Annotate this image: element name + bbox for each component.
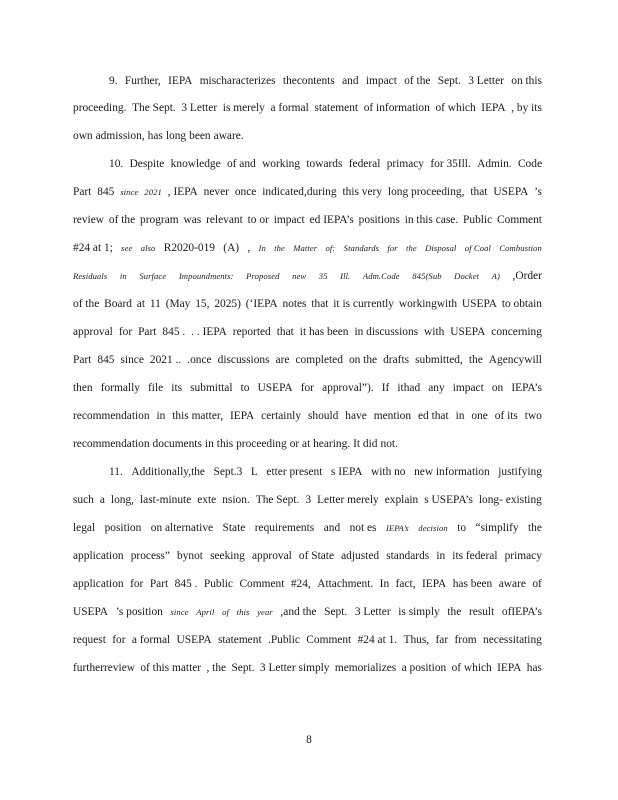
word: Admin. <box>477 158 512 170</box>
word: Sept. <box>231 662 255 674</box>
word: seeking <box>210 550 245 562</box>
word: Despite <box>129 158 165 170</box>
word: of information <box>363 102 430 114</box>
word: never <box>203 186 229 198</box>
text-line <box>73 353 542 367</box>
word: “simplify <box>475 522 519 534</box>
word: 3 Letter simply <box>259 662 330 674</box>
word: USEPA <box>257 382 293 394</box>
word: such <box>73 494 94 506</box>
word: from <box>454 634 477 646</box>
word: not. <box>380 438 398 450</box>
word: this very <box>342 186 383 198</box>
word: impact <box>365 75 397 87</box>
text-line <box>73 577 542 591</box>
word: drafts <box>383 354 410 366</box>
italic-word: Standards <box>343 243 380 253</box>
italic-word: new <box>292 271 307 281</box>
word: thecontents <box>282 75 335 87</box>
word: Part <box>73 354 92 366</box>
word: IEPA <box>481 102 506 114</box>
word: ,Order <box>512 270 542 282</box>
italic-word: year <box>257 607 273 617</box>
word: to <box>240 382 250 394</box>
word: have <box>345 410 367 422</box>
word: Sept. <box>324 606 348 618</box>
word: #24, <box>290 578 311 590</box>
italic-word: Surface <box>139 271 167 281</box>
word: Further, <box>124 75 161 87</box>
page-number: 8 <box>306 734 312 746</box>
word: working <box>262 158 301 170</box>
word: completed <box>295 354 343 366</box>
word: .once <box>187 354 212 366</box>
word: relevant <box>206 214 243 226</box>
word: It did <box>353 438 378 450</box>
italic-word: 2021 <box>144 187 162 197</box>
word: that <box>470 186 488 198</box>
word: process” <box>130 550 170 562</box>
word: in discussions <box>354 326 419 338</box>
italic-word: this <box>236 607 250 617</box>
word: to or <box>247 214 269 226</box>
word: Sept. <box>437 75 461 87</box>
word: Comment <box>497 214 542 226</box>
word: certainly <box>261 410 302 422</box>
word: long- existing <box>478 494 542 506</box>
text-line <box>73 101 542 115</box>
word: USEPA <box>493 186 529 198</box>
word: recommendation <box>73 438 150 450</box>
word: the <box>447 606 462 618</box>
italic-word: A) <box>491 271 500 281</box>
word: (‘IEPA <box>245 298 278 310</box>
word: Part <box>149 578 169 590</box>
text-line <box>73 381 542 395</box>
word: Additionally,the <box>131 466 205 478</box>
italic-word: for <box>387 243 398 253</box>
word: Comment <box>306 634 352 646</box>
word: ed that <box>417 410 449 422</box>
word: Part <box>138 326 157 338</box>
word: of which <box>451 662 492 674</box>
word: R2020-019 <box>163 242 215 254</box>
word: this proceeding <box>216 438 287 450</box>
word: In <box>379 578 390 590</box>
italic-word: Residuals <box>73 271 108 281</box>
word: justifying <box>498 466 542 478</box>
word: USEPA <box>450 326 486 338</box>
word: etter present <box>266 466 323 478</box>
word: for <box>118 326 133 338</box>
italic-word: April <box>196 607 215 617</box>
word: or at hearing. <box>289 438 351 450</box>
text-line <box>73 213 542 227</box>
word: Sept.3 <box>213 466 243 478</box>
word: If <box>381 382 390 394</box>
word: 845 <box>97 354 115 366</box>
word: approval <box>251 550 292 562</box>
word: workingwith <box>398 298 458 310</box>
word: are <box>275 354 290 366</box>
word: statement <box>217 634 262 646</box>
word: indicated,during <box>262 186 337 198</box>
italic-word: decision <box>418 523 448 533</box>
word: a position <box>401 662 447 674</box>
word: Board <box>104 298 132 310</box>
word: has <box>526 662 542 674</box>
italic-word: also <box>140 243 156 253</box>
word: ’s <box>534 186 542 198</box>
word: explain <box>384 494 419 506</box>
word: own <box>73 130 93 142</box>
text-line <box>73 409 542 423</box>
word: for <box>300 382 314 394</box>
word: State <box>222 522 246 534</box>
word: admission, <box>95 130 145 142</box>
word: and <box>323 522 341 534</box>
text-line <box>73 549 542 563</box>
word: that <box>311 298 329 310</box>
word: standards <box>386 550 430 562</box>
word: last-minute <box>140 494 192 506</box>
word: is merely <box>222 102 265 114</box>
word: review <box>73 214 104 226</box>
word: knowledge <box>170 158 221 170</box>
italic-word: in <box>119 271 127 281</box>
word: that <box>276 326 294 338</box>
italic-word: 845(Sub <box>412 271 442 281</box>
word: of <box>532 578 542 590</box>
word: fact, <box>395 578 416 590</box>
word: . . IEPA <box>191 326 227 338</box>
word: 11 <box>149 298 161 310</box>
word: in <box>156 410 166 422</box>
word: legal <box>73 522 96 534</box>
text-line <box>73 605 542 619</box>
word: primacy <box>504 550 542 562</box>
text-line <box>73 185 542 199</box>
word: memorializes <box>334 662 397 674</box>
word: s IEPA <box>330 466 363 478</box>
text-line <box>73 129 542 143</box>
word: with <box>424 326 445 338</box>
word: once <box>234 186 257 198</box>
word: long proceeding, <box>387 186 465 198</box>
word: 10. <box>109 158 124 170</box>
word: IEPA <box>497 662 522 674</box>
word: far <box>435 634 449 646</box>
word: for 35Ill. <box>430 158 471 170</box>
italic-word: Disposal <box>425 243 457 253</box>
word: should <box>307 410 339 422</box>
italic-word: Adm.Code <box>362 271 400 281</box>
word: necessitating <box>483 634 542 646</box>
text-line <box>73 633 542 647</box>
word: its <box>171 382 183 394</box>
word: 9. <box>109 75 118 87</box>
word: file <box>148 382 164 394</box>
word: new information <box>414 466 490 478</box>
word: for <box>112 634 126 646</box>
word: 3 Letter <box>354 606 391 618</box>
word: with no <box>371 466 406 478</box>
word: in <box>204 438 214 450</box>
word: been <box>189 130 211 142</box>
word: then <box>73 382 93 394</box>
word: application <box>73 578 124 590</box>
word: since <box>120 354 144 366</box>
word: program <box>140 214 179 226</box>
word: aware <box>498 578 526 590</box>
word: of which <box>435 102 476 114</box>
word: 845 . <box>162 326 186 338</box>
text-line <box>73 521 542 535</box>
word: this matter, <box>172 410 224 422</box>
italic-word: In <box>258 243 266 253</box>
word: aware. <box>213 130 244 142</box>
word: long <box>165 130 187 142</box>
word: Public <box>463 214 493 226</box>
word: 845 <box>97 186 115 198</box>
word: has <box>147 130 163 142</box>
word: primacy <box>386 158 425 170</box>
text-line <box>73 437 542 451</box>
word: is simply <box>398 606 440 618</box>
word: the <box>468 354 483 366</box>
italic-word: since <box>120 187 139 197</box>
text-line <box>109 157 542 171</box>
word: , by its <box>511 102 542 114</box>
word: in <box>455 410 465 422</box>
word: The Sept. <box>255 494 300 506</box>
word: .Public <box>267 634 300 646</box>
word: in <box>436 550 446 562</box>
word: a formal <box>270 102 309 114</box>
word: was <box>183 214 202 226</box>
word: IEPA <box>422 578 447 590</box>
word: , the <box>206 662 227 674</box>
word: it has been <box>299 326 349 338</box>
word: application <box>73 550 124 562</box>
word: USEPA <box>176 634 212 646</box>
word: ,and the <box>280 606 317 618</box>
word: Attachment. <box>317 578 374 590</box>
word: long, <box>110 494 135 506</box>
word: a <box>99 494 105 506</box>
word: , IEPA <box>167 186 198 198</box>
word: (A) <box>223 242 240 254</box>
word: IEPA <box>229 410 255 422</box>
word: Agencywill <box>488 354 542 366</box>
text-line <box>109 74 542 88</box>
word: mention <box>373 410 412 422</box>
word: 3 Letter <box>181 102 218 114</box>
word: bynot <box>177 550 203 562</box>
word: IEPA <box>168 75 193 87</box>
word: Part <box>73 186 92 198</box>
word: of State <box>298 550 335 562</box>
italic-word: the <box>274 243 285 253</box>
word: positions <box>358 214 400 226</box>
word: Public <box>203 578 233 590</box>
word: 2025) <box>214 298 241 310</box>
word: USEPA <box>461 298 497 310</box>
word: reported <box>232 326 271 338</box>
word: submitted, <box>415 354 463 366</box>
word: , <box>247 242 251 254</box>
word: ofIEPA’s <box>501 606 542 618</box>
word: the <box>528 522 542 534</box>
word: on <box>491 382 504 394</box>
word: requirements <box>254 522 315 534</box>
word: USEPA <box>73 606 109 618</box>
word: on alternative <box>150 522 214 534</box>
word: adjusted <box>341 550 380 562</box>
word: Comment <box>239 578 285 590</box>
word: notes <box>282 298 307 310</box>
word: and <box>342 75 359 87</box>
word: to obtain <box>501 298 542 310</box>
text-line <box>73 297 542 311</box>
word: concerning <box>491 326 542 338</box>
text-line <box>73 325 542 339</box>
word: of and <box>226 158 256 170</box>
word: has been <box>452 578 493 590</box>
word: not es <box>349 522 377 534</box>
word: submittal <box>190 382 233 394</box>
word: position <box>104 522 142 534</box>
word: discussions <box>217 354 270 366</box>
word: of this matter <box>140 662 202 674</box>
word: of its <box>494 410 518 422</box>
word: impact <box>273 214 305 226</box>
word: impact <box>452 382 484 394</box>
italic-word: Impoundments: <box>178 271 234 281</box>
word: it is currently <box>333 298 395 310</box>
word: at <box>136 298 146 310</box>
word: result <box>468 606 495 618</box>
italic-word: Ill. <box>340 271 351 281</box>
word: ithad <box>397 382 421 394</box>
word: 3 <box>305 494 312 506</box>
italic-word: 35 <box>318 271 328 281</box>
word: to <box>457 522 467 534</box>
word: 845 . <box>174 578 198 590</box>
word: (May <box>165 298 191 310</box>
word: of the <box>73 298 100 310</box>
word: on the <box>348 354 378 366</box>
italic-word: of Coal <box>464 243 492 253</box>
italic-word: of <box>222 607 229 617</box>
italic-word: since <box>170 607 189 617</box>
word: ’s position <box>115 606 163 618</box>
word: Thus, <box>403 634 430 646</box>
word: of the <box>404 75 431 87</box>
text-line <box>73 661 542 675</box>
text-line <box>73 493 542 507</box>
word: ed IEPA’s <box>309 214 354 226</box>
word: two <box>524 410 542 422</box>
word: #24 at 1. <box>357 634 398 646</box>
word: documents <box>152 438 202 450</box>
word: of the <box>108 214 136 226</box>
word: formally <box>100 382 140 394</box>
word: 3 Letter <box>468 75 504 87</box>
word: Letter merely <box>317 494 379 506</box>
word: 2021 .. <box>149 354 182 366</box>
word: approval”). <box>322 382 374 394</box>
word: recommendation <box>73 410 150 422</box>
word: IEPA’s <box>511 382 542 394</box>
word: Code <box>517 158 542 170</box>
text-line <box>109 465 542 479</box>
word: nsion. <box>222 494 250 506</box>
italic-word: IEPA’s <box>385 523 409 533</box>
word: any <box>428 382 445 394</box>
text-line <box>73 241 542 255</box>
text-line <box>73 269 542 283</box>
word: for <box>130 578 144 590</box>
word: approval <box>73 326 113 338</box>
word: request <box>73 634 106 646</box>
italic-word: Docket <box>454 271 480 281</box>
word: a formal <box>131 634 171 646</box>
word: furtherreview <box>73 662 135 674</box>
italic-word: Proposed <box>246 271 280 281</box>
word: proceeding. <box>73 102 127 114</box>
word: on this <box>511 75 542 87</box>
word: federal <box>348 158 381 170</box>
italic-word: see <box>121 243 133 253</box>
word: 15, <box>195 298 210 310</box>
word: L <box>250 466 258 478</box>
word: its federal <box>452 550 498 562</box>
word: exte <box>197 494 217 506</box>
word: mischaracterizes <box>199 75 276 87</box>
word: one <box>471 410 488 422</box>
word: s USEPA’s <box>424 494 473 506</box>
word: in this case. <box>404 214 459 226</box>
italic-word: of: <box>325 243 336 253</box>
italic-word: Matter <box>293 243 318 253</box>
italic-word: Combustion <box>499 243 542 253</box>
word: towards <box>306 158 343 170</box>
word: #24 at 1; <box>73 242 113 254</box>
word: 11. <box>109 466 123 478</box>
word: The Sept. <box>132 102 176 114</box>
italic-word: the <box>406 243 417 253</box>
word: statement <box>314 102 359 114</box>
